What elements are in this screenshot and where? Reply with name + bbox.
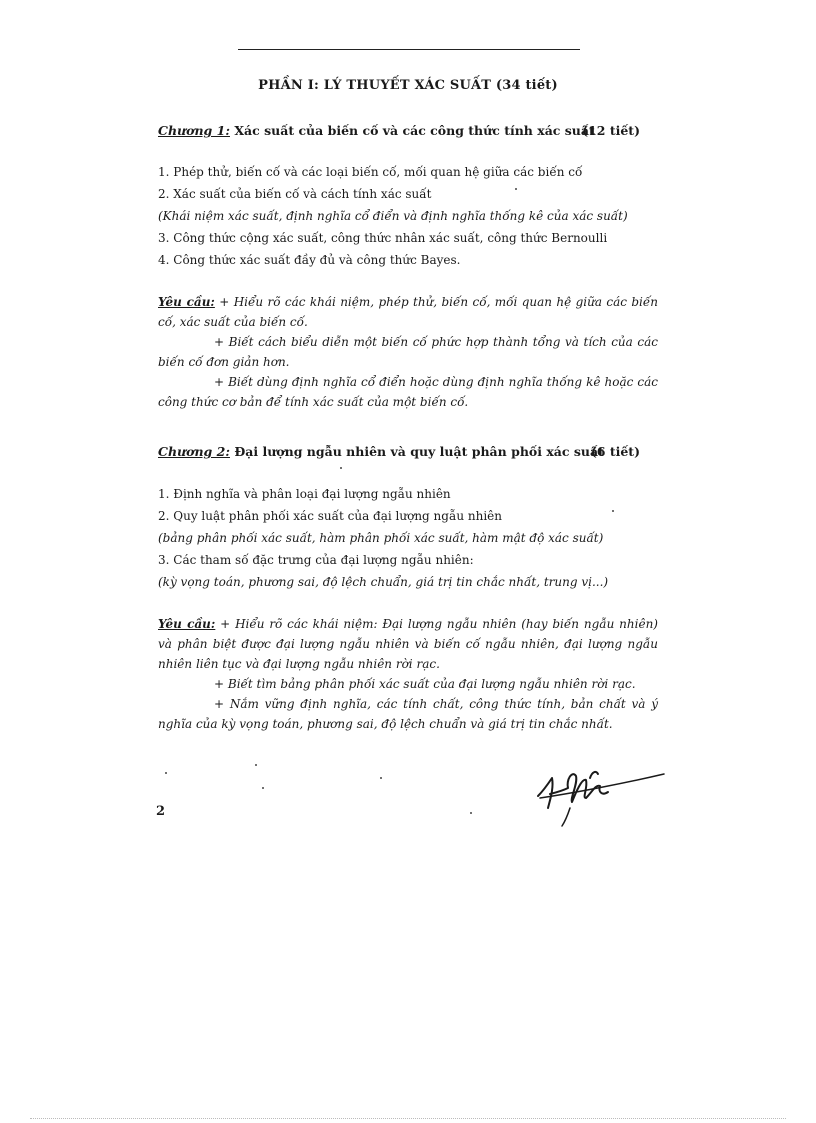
chapter2-requirements — [158, 614, 658, 734]
chapter2-req-line: + Biết tìm bảng phân phối xác suất của đại lượng ngẫu nhiên rời rạc. — [214, 677, 636, 691]
scan-edge — [30, 1118, 786, 1119]
chapter2-item: 2. Quy luật phân phối xác suất của đại lượng ngẫu nhiên — [158, 509, 502, 523]
chapter1-req-line: + Biết dùng định nghĩa cổ điển hoặc dùng định nghĩa thống kê hoặc các công thức cơ bản để tính xác suất của một biến cố. — [158, 375, 658, 409]
header-rule — [238, 49, 580, 50]
scan-speck — [515, 188, 517, 190]
scan-speck — [380, 777, 382, 779]
scan-speck — [262, 787, 264, 789]
chapter1-title: Xác suất của biến cố và các công thức tính xác suất — [234, 123, 595, 138]
chapter2-heading — [158, 444, 640, 459]
signature-icon — [530, 758, 670, 830]
chapter1-req-label: Yêu cầu: — [158, 295, 215, 309]
scan-speck — [255, 764, 257, 766]
page-number: 2 — [156, 804, 166, 819]
chapter1-heading — [158, 123, 640, 138]
chapter2-req-line: + Hiểu rõ các khái niệm: Đại lượng ngẫu nhiên (hay biến ngẫu nhiên) và phân biệt được đại lượng ngẫu nhiên và biến cố ngẫu nhiên, đại lượng ngẫu nhiên liên tục và đại lượng ngẫu nhiên rời rạc. — [158, 617, 658, 671]
chapter1-item-note: (Khái niệm xác suất, định nghĩa cổ điển và định nghĩa thống kê của xác suất) — [158, 209, 628, 223]
scan-speck — [612, 510, 614, 512]
part-title: PHẦN I: LÝ THUYẾT XÁC SUẤT (34 tiết) — [258, 78, 558, 93]
chapter1-item: 4. Công thức xác suất đầy đủ và công thức Bayes. — [158, 253, 461, 267]
chapter2-item: 3. Các tham số đặc trưng của đại lượng ngẫu nhiên: — [158, 553, 474, 567]
chapter2-item-note: (bảng phân phối xác suất, hàm phân phối xác suất, hàm mật độ xác suất) — [158, 531, 604, 545]
chapter2-title: Đại lượng ngẫu nhiên và quy luật phân phối xác suất — [234, 444, 604, 459]
chapter2-hours: (6 tiết) — [590, 444, 640, 459]
chapter1-item: 2. Xác suất của biến cố và cách tính xác suất — [158, 187, 432, 201]
chapter2-req-label: Yêu cầu: — [158, 617, 216, 631]
chapter2-item: 1. Định nghĩa và phân loại đại lượng ngẫu nhiên — [158, 487, 451, 501]
chapter2-item-note: (kỳ vọng toán, phương sai, độ lệch chuẩn, giá trị tin chắc nhất, trung vị...) — [158, 575, 609, 589]
chapter2-req-line: + Nắm vững định nghĩa, các tính chất, công thức tính, bản chất và ý nghĩa của kỳ vọng toán, phương sai, độ lệch chuẩn và giá trị tin chắc nhất. — [158, 697, 658, 731]
chapter1-item: 3. Công thức cộng xác suất, công thức nhân xác suất, công thức Bernoulli — [158, 231, 608, 245]
chapter1-label: Chương 1: — [158, 123, 230, 138]
scan-speck — [470, 812, 472, 814]
chapter1-hours: (12 tiết) — [582, 123, 640, 138]
chapter1-item: 1. Phép thử, biến cố và các loại biến cố, mối quan hệ giữa các biến cố — [158, 165, 583, 179]
scan-speck — [165, 772, 167, 774]
chapter1-req-line: + Hiểu rõ các khái niệm, phép thử, biến cố, mối quan hệ giữa các biến cố, xác suất của biến cố. — [158, 295, 659, 329]
chapter1-requirements — [158, 292, 658, 412]
scan-speck — [340, 467, 342, 469]
chapter2-label: Chương 2: — [158, 444, 230, 459]
chapter1-req-line: + Biết cách biểu diễn một biến cố phức hợp thành tổng và tích của các biến cố đơn giản hơn. — [158, 335, 658, 369]
